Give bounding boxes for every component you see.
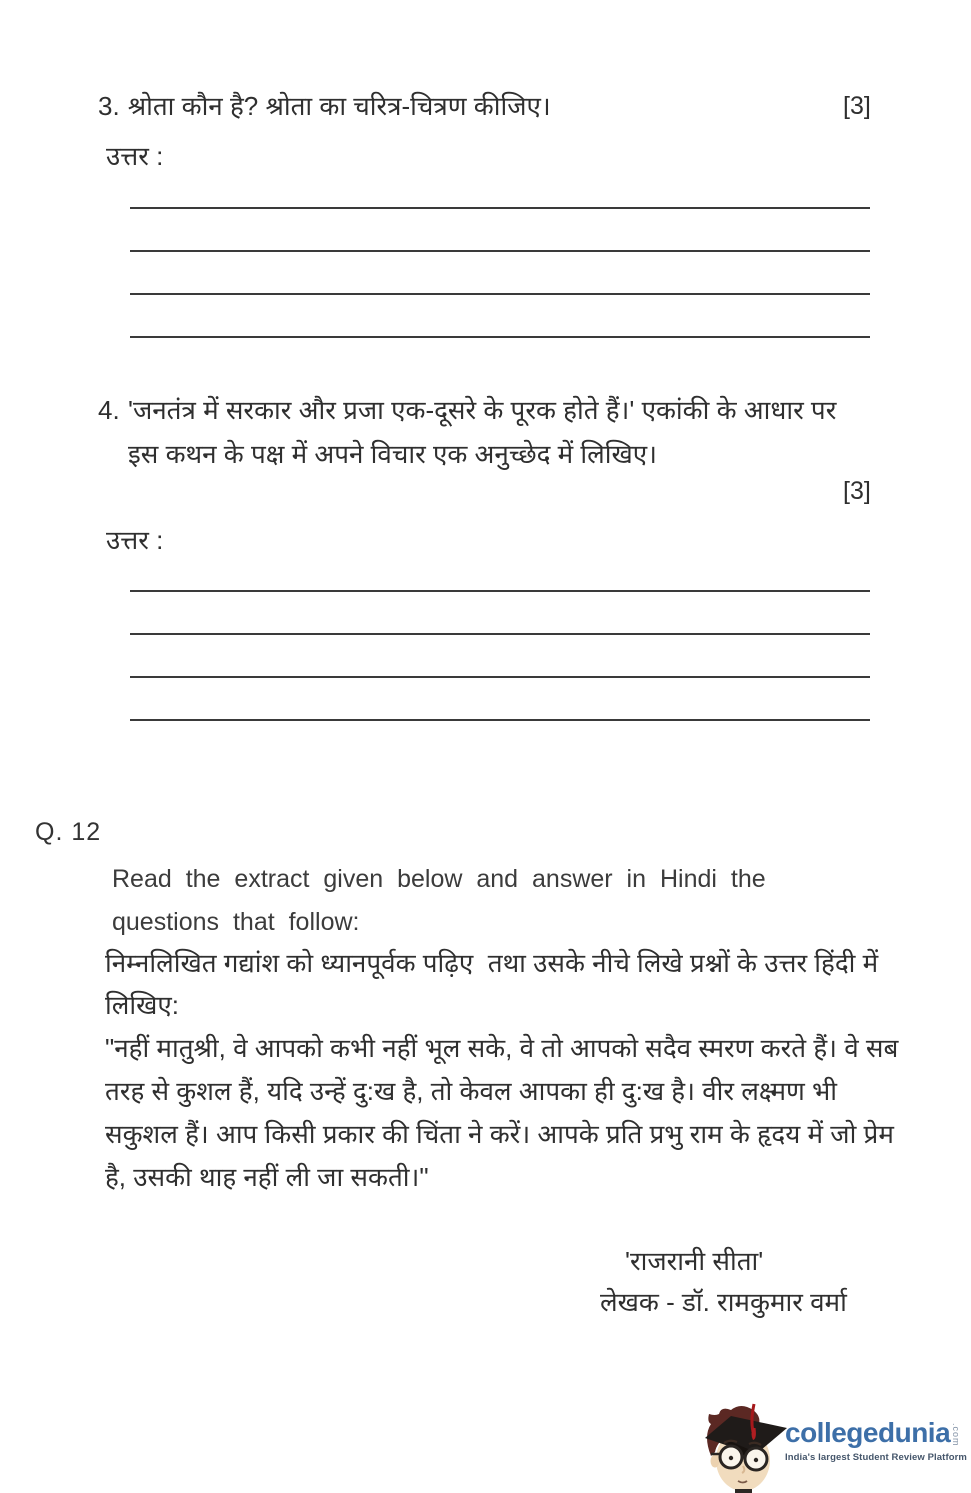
question-4-number: 4. (98, 395, 120, 425)
question-12-instruction-english: Read the extract given below and answer in Hindi the questions that follow: (112, 865, 766, 936)
question-3-marks: [3] (843, 92, 871, 120)
question-4 (98, 389, 873, 476)
collegedunia-mascot-icon (697, 1388, 791, 1493)
answer-line (130, 295, 870, 338)
question-4-answer-label: उत्तर : (106, 525, 164, 555)
extract-source-title: 'राजरानी सीता' (625, 1246, 764, 1276)
question-3-text: श्रोता कौन है? श्रोता का चरित्र-चित्रण कीजिए। (127, 91, 551, 121)
logo-tld-text: .com (951, 1423, 962, 1447)
answer-line (130, 592, 870, 635)
question-12-label: Q. 12 (35, 818, 102, 846)
answer-line (130, 635, 870, 678)
answer-line (130, 678, 870, 721)
logo-brand-text: collegedunia (785, 1417, 951, 1448)
question-3-answer-label: उत्तर : (106, 141, 164, 171)
question-3-number: 3. (98, 91, 120, 121)
answer-line (130, 166, 870, 209)
question-4-text: 'जनतंत्र में सरकार और प्रजा एक-दूसरे के पूरक होते हैं।' एकांकी के आधार पर इस कथन के पक्ष में अपने विचार एक अनुच्छेद में लिखिए। (128, 395, 837, 469)
logo-text-block (785, 1418, 967, 1463)
collegedunia-logo[interactable] (697, 1388, 967, 1493)
answer-line (130, 252, 870, 295)
answer-line (130, 209, 870, 252)
question-3 (98, 88, 828, 125)
question-4-marks: [3] (843, 477, 871, 505)
extract-source-author: लेखक - डॉ. रामकुमार वर्मा (600, 1287, 847, 1317)
logo-tagline: India's largest Student Review Platform (785, 1452, 967, 1463)
question-12-extract-text: "नहीं मातुश्री, वे आपको कभी नहीं भूल सके, वे तो आपको सदैव स्मरण करते हैं। वे सब तरह से कुशल हैं, यदि उन्हें दु:ख है, तो केवल आपका ही दु:ख है। वीर लक्ष्मण भी सकुशल हैं। आप किसी प्रकार की चिंता ने करें। आपके प्रति प्रभु राम के हृदय में जो प्रेम है, उसकी थाह नहीं ली जा सकती।" (105, 1033, 899, 1192)
answer-line (130, 549, 870, 592)
question-3-answer-lines (130, 166, 870, 338)
question-4-answer-lines (130, 549, 870, 721)
question-12-instruction-hindi: निम्नलिखित गद्यांश को ध्यानपूर्वक पढ़िए तथा उसके नीचे लिखे प्रश्नों के उत्तर हिंदी में लिखिए: (105, 948, 886, 1020)
